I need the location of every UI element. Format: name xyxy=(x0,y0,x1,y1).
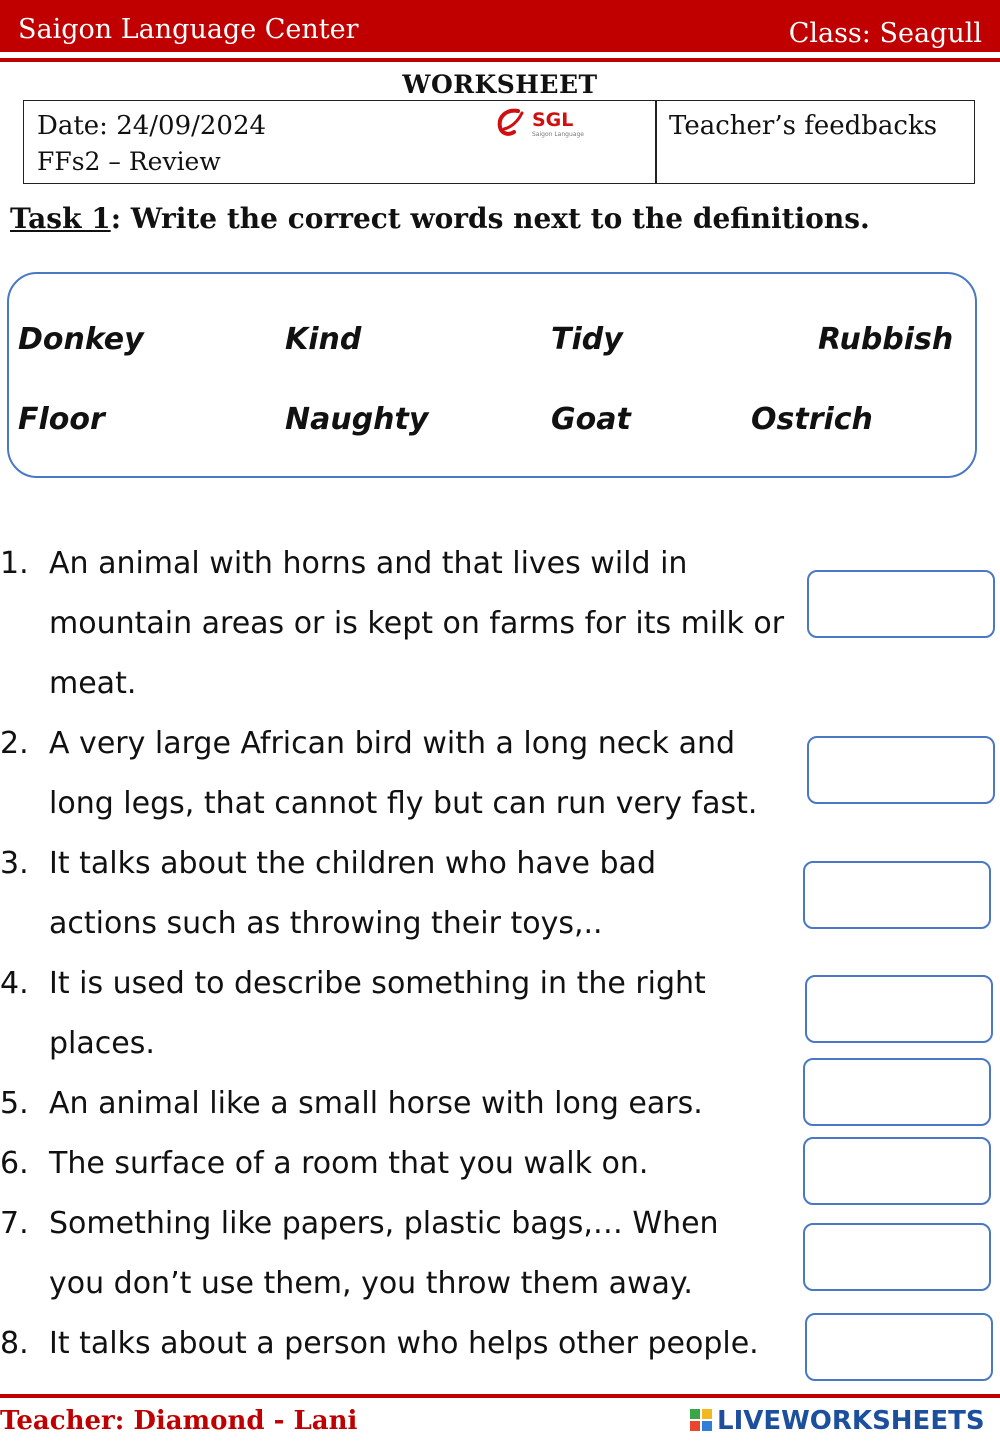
word-bank-item: Naughty xyxy=(285,402,429,437)
answer-box-3[interactable] xyxy=(803,861,991,929)
question-text: Something like papers, plastic bags,… When xyxy=(49,1206,719,1241)
question-number: 4. xyxy=(0,966,29,1001)
word-bank-item: Tidy xyxy=(551,322,623,357)
question-number: 7. xyxy=(0,1206,29,1241)
answer-box-4[interactable] xyxy=(805,975,993,1043)
word-bank-item: Ostrich xyxy=(751,402,873,437)
word-bank-item: Floor xyxy=(18,402,105,437)
info-divider xyxy=(655,101,657,183)
info-box xyxy=(23,100,975,184)
sgl-logo-icon xyxy=(492,107,528,139)
question-text: It talks about the children who have bad xyxy=(49,846,656,881)
sgl-logo xyxy=(492,107,602,141)
question-number: 8. xyxy=(0,1326,29,1361)
logo-brand: SGL xyxy=(532,109,574,131)
answer-box-2[interactable] xyxy=(807,736,995,804)
question-text: A very large African bird with a long neck and xyxy=(49,726,736,761)
question-text: long legs, that cannot fly but can run very fast. xyxy=(49,786,758,821)
word-bank-item: Goat xyxy=(551,402,631,437)
question-text: The surface of a room that you walk on. xyxy=(49,1146,649,1181)
question-number: 6. xyxy=(0,1146,29,1181)
question-text: It is used to describe something in the right xyxy=(49,966,706,1001)
word-bank xyxy=(7,272,977,478)
answer-box-8[interactable] xyxy=(805,1313,993,1381)
question-text: An animal like a small horse with long ears. xyxy=(49,1086,703,1121)
question-text: you don’t use them, you throw them away. xyxy=(49,1266,693,1301)
liveworksheets-blocks-icon xyxy=(690,1409,712,1431)
word-bank-item: Donkey xyxy=(18,322,144,357)
answer-box-6[interactable] xyxy=(803,1137,991,1205)
class-label: Class: Seagull xyxy=(788,18,982,49)
answer-box-1[interactable] xyxy=(807,570,995,638)
task-title xyxy=(10,202,870,235)
center-name: Saigon Language Center xyxy=(18,14,359,45)
task-instruction: : Write the correct words next to the definitions. xyxy=(110,202,870,235)
question-number: 5. xyxy=(0,1086,29,1121)
header-divider xyxy=(0,58,1000,62)
answer-box-5[interactable] xyxy=(803,1058,991,1126)
question-number: 2. xyxy=(0,726,29,761)
worksheet-title: WORKSHEET xyxy=(402,70,598,99)
header-bar xyxy=(0,0,1000,52)
question-text: places. xyxy=(49,1026,155,1061)
liveworksheets-brand: LIVEWORKSHEETS xyxy=(717,1406,985,1436)
answer-box-7[interactable] xyxy=(803,1223,991,1291)
question-text: It talks about a person who helps other people. xyxy=(49,1326,759,1361)
word-bank-item: Kind xyxy=(285,322,362,357)
course-text: FFs2 – Review xyxy=(37,147,221,176)
task-label: Task 1 xyxy=(10,202,111,235)
logo-tagline: Saigon Language xyxy=(532,131,584,138)
teacher-name: Teacher: Diamond - Lani xyxy=(0,1406,358,1436)
question-text: mountain areas or is kept on farms for its milk or xyxy=(49,606,785,641)
word-bank-item: Rubbish xyxy=(818,322,954,357)
footer-divider xyxy=(0,1394,1000,1398)
date-text: Date: 24/09/2024 xyxy=(37,111,267,141)
question-text: An animal with horns and that lives wild in xyxy=(49,546,688,581)
feedback-label: Teacher’s feedbacks xyxy=(669,111,938,141)
question-number: 3. xyxy=(0,846,29,881)
question-text: actions such as throwing their toys,.. xyxy=(49,906,603,941)
question-text: meat. xyxy=(49,666,137,701)
question-number: 1. xyxy=(0,546,29,581)
